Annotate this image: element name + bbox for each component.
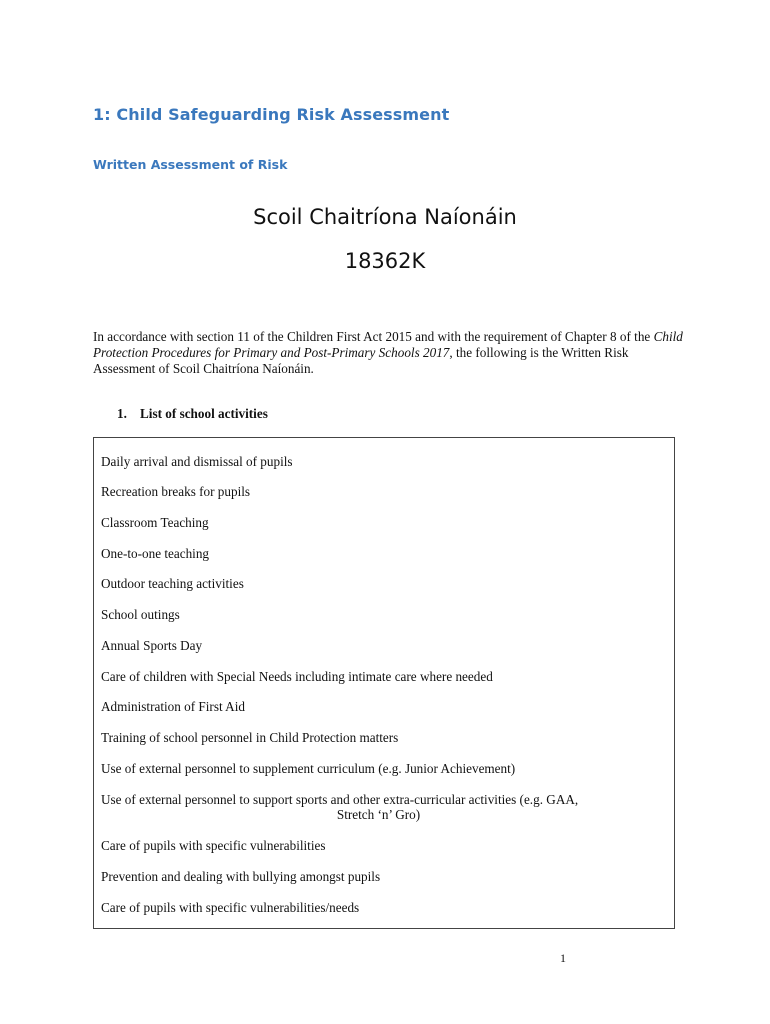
activity-item-multiline xyxy=(101,792,656,822)
activity-item: Classroom Teaching xyxy=(101,515,209,530)
section-subheading: Written Assessment of Risk xyxy=(93,157,288,172)
school-code: 18362K xyxy=(344,249,426,273)
intro-text-start: In accordance with section 11 of the Children First Act 2015 and with the requirement of Chapter 8 of the xyxy=(93,329,654,344)
activity-item-line2: Stretch ‘n’ Gro) xyxy=(336,807,421,822)
activity-item: Training of school personnel in Child Protection matters xyxy=(101,730,399,745)
school-name: Scoil Chaitríona Naíonáin xyxy=(253,205,517,229)
list-heading-title: List of school activities xyxy=(140,406,268,421)
page-number: 1 xyxy=(560,951,566,965)
intro-italic-title: Child Protection Procedures for Primary and Post-Primary Schools 2017 xyxy=(93,329,683,360)
list-heading-number: 1. xyxy=(117,406,127,421)
intro-paragraph xyxy=(93,329,693,377)
activity-item: Care of pupils with specific vulnerabilities/needs xyxy=(101,900,360,915)
list-heading xyxy=(117,406,268,422)
activity-item: Recreation breaks for pupils xyxy=(101,484,251,499)
activity-item: School outings xyxy=(101,607,180,622)
activity-item: Use of external personnel to supplement curriculum (e.g. Junior Achievement) xyxy=(101,761,516,776)
activity-item: Annual Sports Day xyxy=(101,638,203,653)
activity-item-line1: Use of external personnel to support sports and other extra-curricular activities (e.g. GAA, xyxy=(101,792,579,807)
activity-item: Outdoor teaching activities xyxy=(101,576,244,591)
activity-item: Care of pupils with specific vulnerabilities xyxy=(101,838,326,853)
activity-item: Care of children with Special Needs including intimate care where needed xyxy=(101,669,493,684)
activity-item: Administration of First Aid xyxy=(101,699,245,714)
section-heading: 1: Child Safeguarding Risk Assessment xyxy=(93,105,450,124)
activity-item: One-to-one teaching xyxy=(101,546,210,561)
activity-item: Prevention and dealing with bullying amongst pupils xyxy=(101,869,381,884)
intro-text-end: , the following is the Written Risk Assessment of Scoil Chaitríona Naíonáin. xyxy=(93,345,629,376)
activity-item: Daily arrival and dismissal of pupils xyxy=(101,454,293,469)
